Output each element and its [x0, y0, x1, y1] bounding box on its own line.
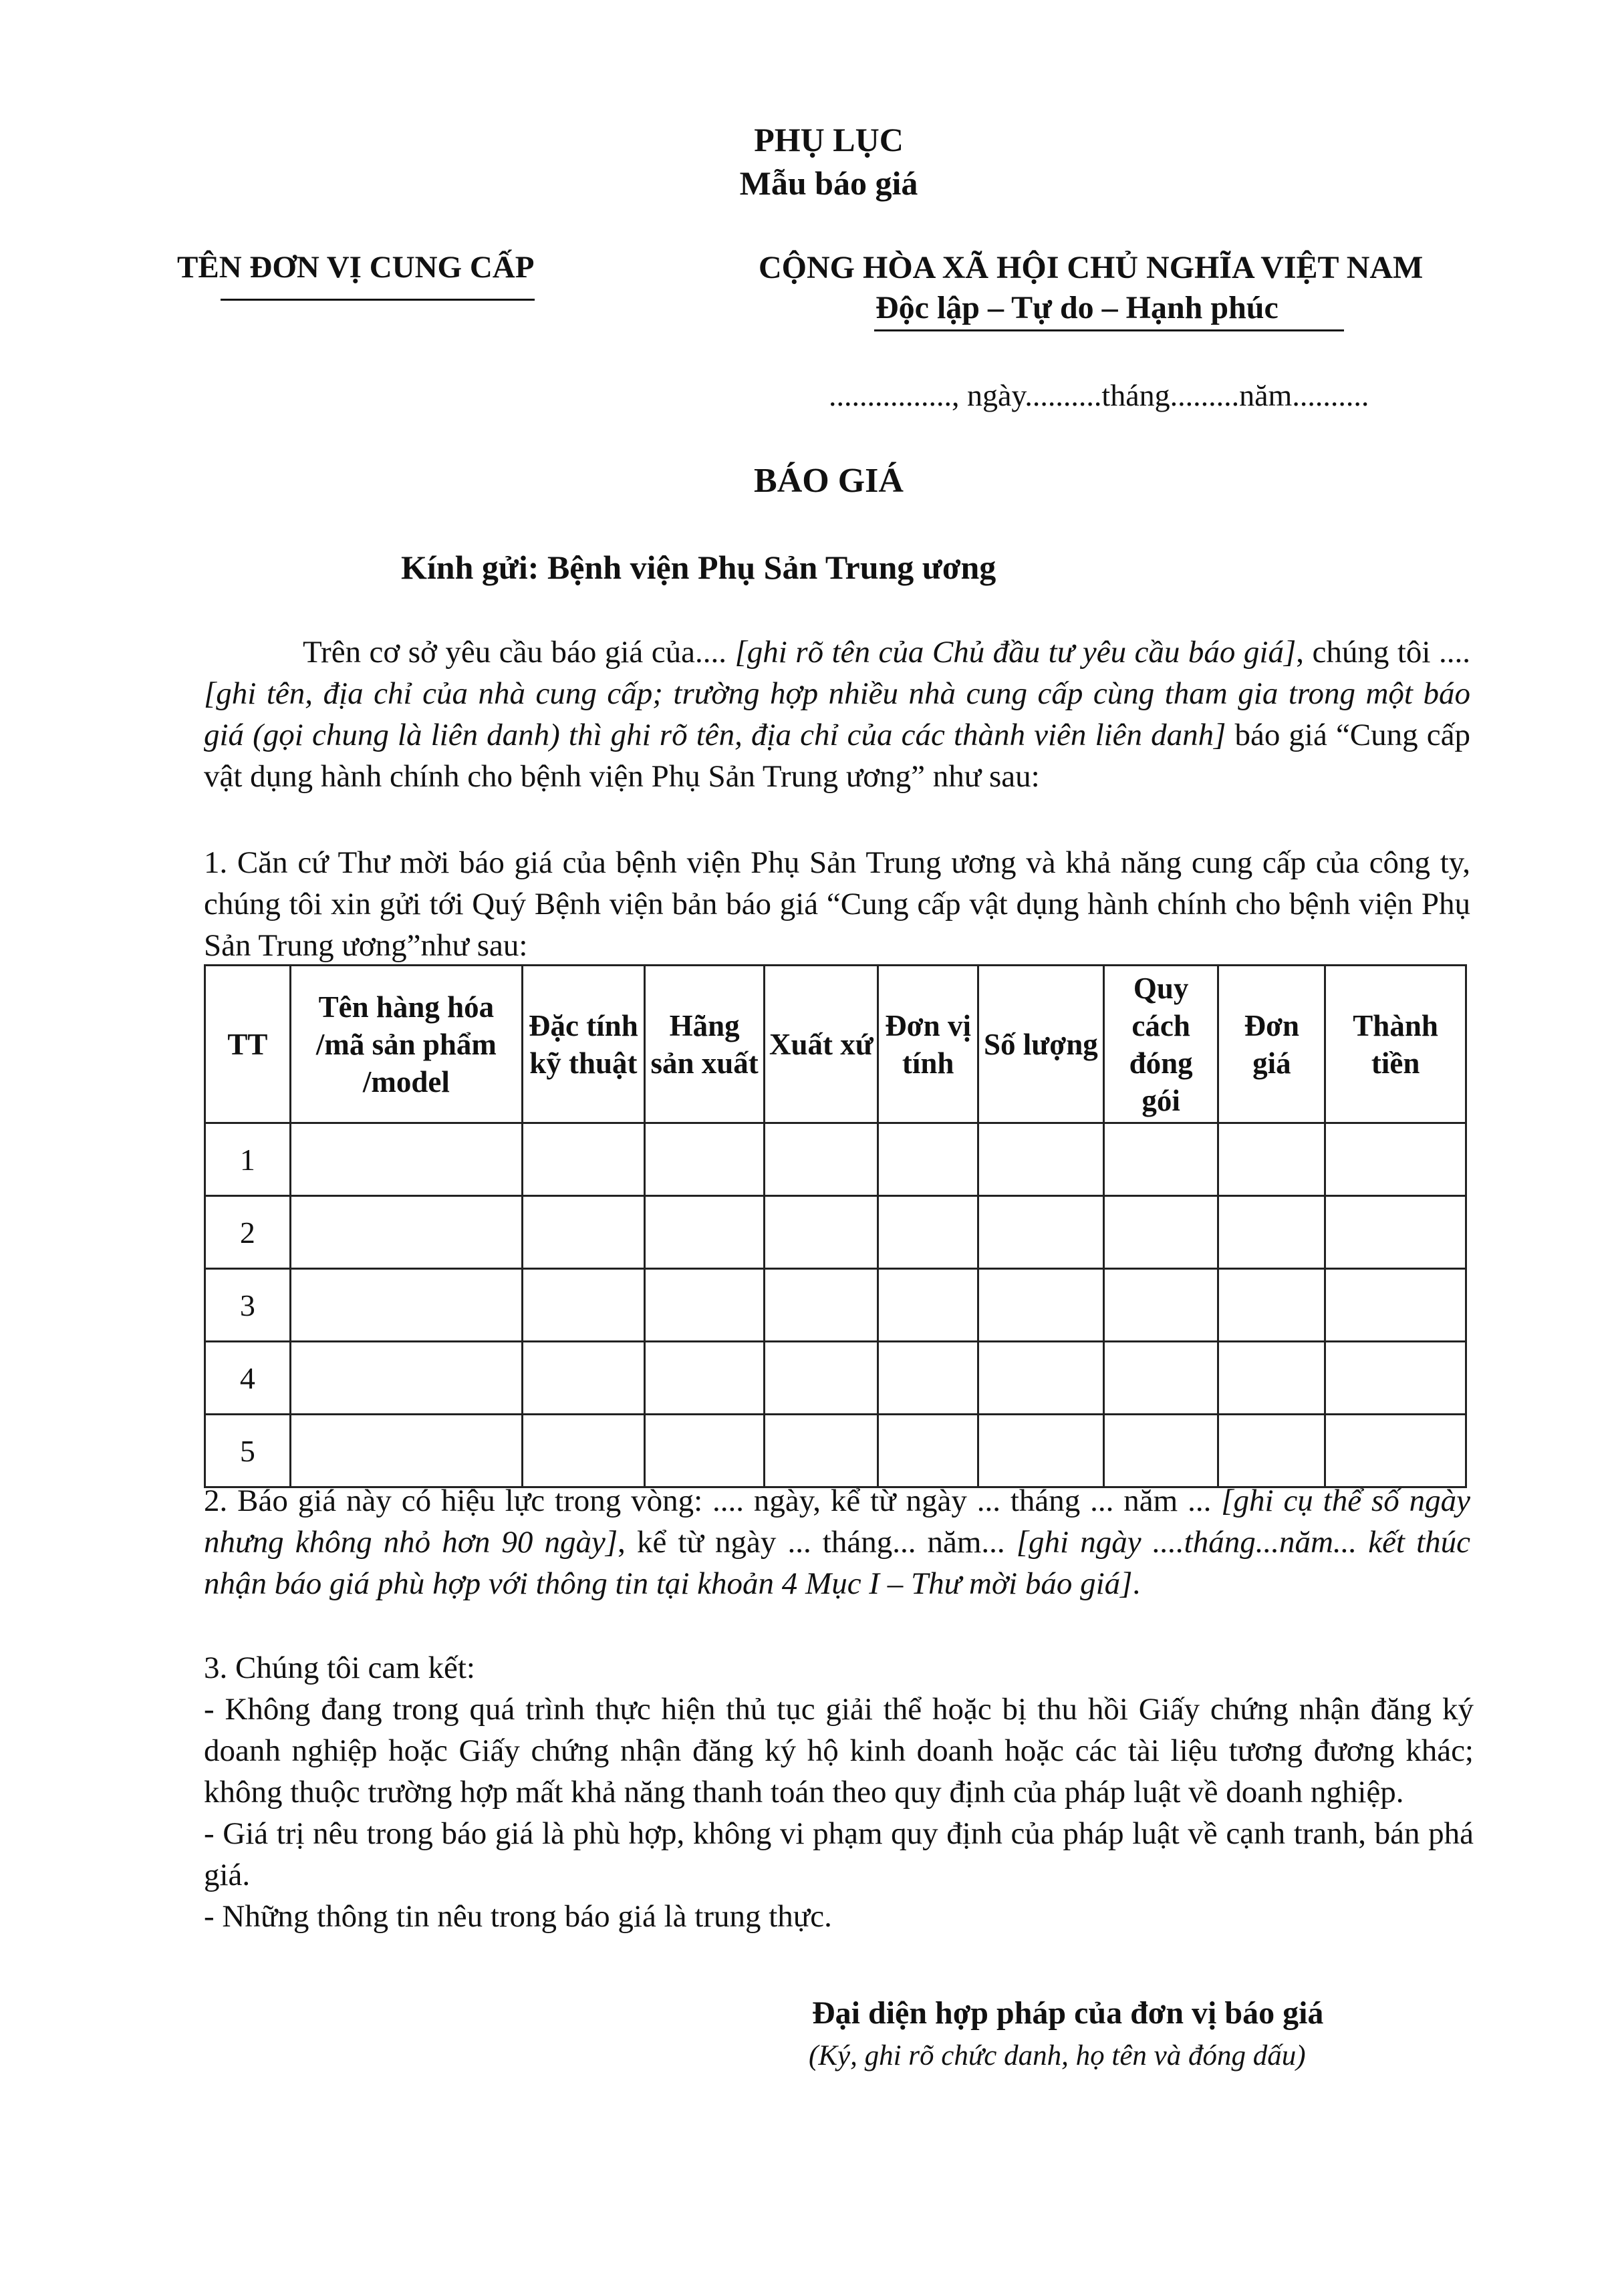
header-cell: TT: [205, 966, 291, 1123]
table-row: [205, 1123, 1466, 1196]
intro-italic-1: [ghi rõ tên của Chủ đầu tư yêu cầu báo giá]: [734, 635, 1297, 670]
table-cell: [1325, 1342, 1466, 1415]
table-cell: [644, 1196, 765, 1269]
appendix-subtitle: Mẫu báo giá: [739, 164, 918, 202]
table-cell: [644, 1123, 765, 1196]
header-cell: Số lượng: [978, 966, 1104, 1123]
header-cell: Xuất xứ: [765, 966, 878, 1123]
table-cell: [878, 1415, 978, 1487]
recipient-line: Kính gửi: Bệnh viện Phụ Sản Trung ương: [401, 549, 996, 586]
table-cell: [290, 1415, 522, 1487]
header-cell: Quy cách đóng gói: [1103, 966, 1218, 1123]
header-cell: Hãng sản xuất: [644, 966, 765, 1123]
nation-name: CỘNG HÒA XÃ HỘI CHỦ NGHĨA VIỆT NAM: [759, 250, 1424, 285]
table-cell: [1218, 1415, 1325, 1487]
table-cell: [1325, 1269, 1466, 1342]
table-cell: [978, 1269, 1104, 1342]
header-cell: Đơn vị tính: [878, 966, 978, 1123]
item-2-italic-1: [ghi cụ thể số ngày nhưng không nhỏ hơn 90 ngày]: [204, 1483, 1470, 1560]
header-cell: Tên hàng hóa /mã sản phẩm /model: [290, 966, 522, 1123]
signature-title: Đại diện hợp pháp của đơn vị báo giá: [812, 1995, 1324, 2031]
intro-italic-2: [ghi tên, địa chỉ của nhà cung cấp; trường hợp nhiều nhà cung cấp cùng tham gia trong một báo giá (gọi chung là liên danh) thì ghi rõ tên, địa chỉ của các thành viên liên danh]: [204, 676, 1470, 752]
quote-table: [204, 964, 1467, 1488]
table-cell: [1103, 1415, 1218, 1487]
commitment-item: - Không đang trong quá trình thực hiện thủ tục giải thể hoặc bị thu hồi Giấy chứng nhận đăng ký doanh nghiệp hoặc Giấy chứng nhận đăng ký hộ kinh doanh hoặc các tài liệu tương đương khác; không thuộc trường hợp mất khả năng thanh toán theo quy định của pháp luật về doanh nghiệp.: [204, 1692, 1474, 1810]
table-header-row: [205, 966, 1466, 1123]
item-2-text-3: .: [1132, 1566, 1141, 1601]
header-cell: Thành tiền: [1325, 966, 1466, 1123]
table-cell: [978, 1415, 1104, 1487]
header-cell: Đặc tính kỹ thuật: [522, 966, 644, 1123]
table-cell: [290, 1123, 522, 1196]
table-cell: [522, 1123, 644, 1196]
item-1-paragraph: 1. Căn cứ Thư mời báo giá của bệnh viện Phụ Sản Trung ương và khả năng cung cấp của công ty, chúng tôi xin gửi tới Quý Bệnh viện bản báo giá “Cung cấp vật dụng hành chính cho bệnh viện Phụ Sản Trung ương”như sau:: [204, 845, 1470, 963]
table-cell: [978, 1123, 1104, 1196]
commitment-item: - Những thông tin nêu trong báo giá là trung thực.: [204, 1899, 832, 1934]
table-cell: [644, 1269, 765, 1342]
table-cell: [1218, 1196, 1325, 1269]
table-cell: [1103, 1342, 1218, 1415]
table-cell: [1325, 1196, 1466, 1269]
table-cell: [765, 1269, 878, 1342]
table-cell: [978, 1342, 1104, 1415]
intro-text-1: Trên cơ sở yêu cầu báo giá của....: [303, 635, 735, 670]
table-row: [205, 1342, 1466, 1415]
table-cell: [765, 1342, 878, 1415]
supplier-name: TÊN ĐƠN VỊ CUNG CẤP: [177, 250, 535, 285]
table-cell: [1103, 1123, 1218, 1196]
commitment-list: [204, 1689, 1474, 1937]
table-cell: [1218, 1342, 1325, 1415]
table-row: [205, 1269, 1466, 1342]
table-cell: [1218, 1269, 1325, 1342]
national-motto: Độc lập – Tự do – Hạnh phúc: [876, 290, 1279, 325]
appendix-title: PHỤ LỤC: [754, 121, 904, 158]
intro-text-3: báo giá “Cung cấp vật dụng hành chính cho bệnh viện Phụ Sản Trung ương” như sau:: [204, 718, 1470, 794]
item-2-text-2: , kể từ ngày ... tháng... năm...: [618, 1525, 1017, 1560]
table-cell: [1218, 1123, 1325, 1196]
table-cell: [290, 1196, 522, 1269]
table-cell: [290, 1342, 522, 1415]
table-cell: [765, 1123, 878, 1196]
table-cell: [878, 1196, 978, 1269]
item-2-text-1: 2. Báo giá này có hiệu lực trong vòng: .... ngày, kể từ ngày ... tháng ... năm ...: [204, 1483, 1222, 1518]
table-cell: [522, 1269, 644, 1342]
table-row: [205, 1415, 1466, 1487]
table-cell: [522, 1415, 644, 1487]
row-number: 2: [205, 1196, 291, 1269]
header-cell: Đơn giá: [1218, 966, 1325, 1123]
intro-text-2: , chúng tôi ....: [1296, 635, 1470, 670]
item-3-heading: 3. Chúng tôi cam kết:: [204, 1651, 475, 1685]
table-cell: [878, 1269, 978, 1342]
item-2-paragraph: [204, 1480, 1470, 1604]
table-cell: [1325, 1123, 1466, 1196]
commitment-item: - Giá trị nêu trong báo giá là phù hợp, không vi phạm quy định của pháp luật về cạnh tranh, bán phá giá.: [204, 1816, 1474, 1892]
signature-note: (Ký, ghi rõ chức danh, họ tên và đóng dấu): [809, 2040, 1306, 2071]
document-title: BÁO GIÁ: [754, 462, 904, 500]
intro-paragraph: [204, 631, 1470, 797]
date-line: ................, ngày..........tháng.........năm..........: [829, 378, 1369, 412]
row-number: 5: [205, 1415, 291, 1487]
supplier-underline: [221, 299, 535, 301]
table-cell: [1325, 1415, 1466, 1487]
table-cell: [1103, 1196, 1218, 1269]
table-cell: [765, 1196, 878, 1269]
row-number: 3: [205, 1269, 291, 1342]
table-cell: [290, 1269, 522, 1342]
table-cell: [644, 1415, 765, 1487]
table-cell: [878, 1342, 978, 1415]
table-cell: [522, 1342, 644, 1415]
row-number: 1: [205, 1123, 291, 1196]
table-cell: [765, 1415, 878, 1487]
row-number: 4: [205, 1342, 291, 1415]
motto-underline: [874, 329, 1344, 331]
table-row: [205, 1196, 1466, 1269]
table-cell: [878, 1123, 978, 1196]
table-cell: [644, 1342, 765, 1415]
table-cell: [978, 1196, 1104, 1269]
table-cell: [522, 1196, 644, 1269]
table-cell: [1103, 1269, 1218, 1342]
item-2-italic-2: [ghi ngày ....tháng...năm... kết thúc nhận báo giá phù hợp với thông tin tại khoản 4 Mục I – Thư mời báo giá]: [204, 1525, 1470, 1601]
